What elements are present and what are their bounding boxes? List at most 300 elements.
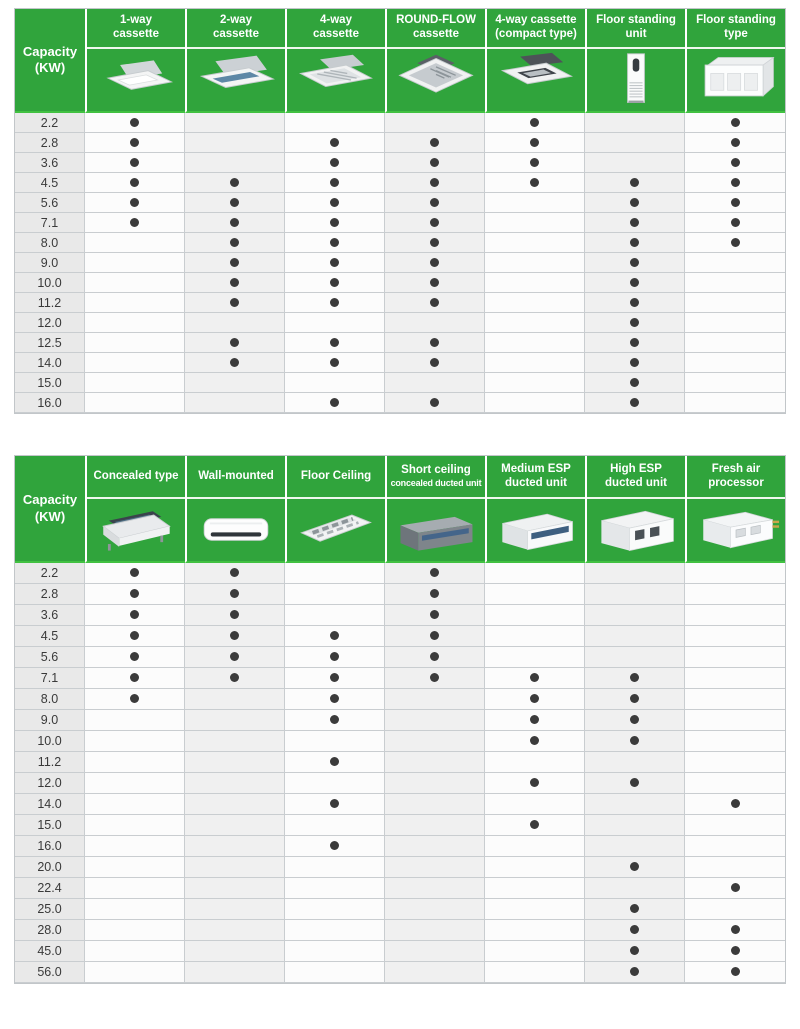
capacity-cell: 5.6 [15,193,85,213]
header-row [15,9,785,113]
availability-dot [130,118,139,127]
availability-cell [685,668,785,689]
availability-cell [185,626,285,647]
availability-cell [285,353,385,373]
availability-cell [485,173,585,193]
availability-dot [130,198,139,207]
availability-dot [430,673,439,682]
availability-cell [85,857,185,878]
availability-cell [85,794,185,815]
availability-cell [85,193,185,213]
availability-dot [630,715,639,724]
availability-cell [385,815,485,836]
availability-cell [685,253,785,273]
column-label-line: 4-way [320,14,352,27]
capacity-cell: 4.5 [15,626,85,647]
availability-cell [485,794,585,815]
capacity-cell: 2.8 [15,584,85,605]
availability-cell [185,836,285,857]
availability-dot [330,298,339,307]
availability-dot [630,258,639,267]
capacity-cell: 2.2 [15,563,85,584]
availability-cell [285,213,385,233]
availability-cell [285,857,385,878]
availability-cell [285,113,385,133]
column-label [587,456,685,499]
availability-cell [285,605,385,626]
availability-cell [585,689,685,710]
availability-dot [430,238,439,247]
table-row [15,920,785,941]
availability-cell [385,253,485,273]
availability-cell [485,731,585,752]
availability-dot [731,238,740,247]
availability-cell [85,133,185,153]
availability-dot [230,278,239,287]
column-label [87,9,185,49]
availability-dot [230,178,239,187]
column-header-floor-ceiling [285,456,385,563]
availability-cell [385,313,485,333]
availability-dot [330,652,339,661]
availability-cell [385,647,485,668]
availability-dot [530,778,539,787]
availability-cell [85,668,185,689]
availability-cell [485,605,585,626]
column-label-line: Wall-mounted [198,469,274,482]
wall-mounted-icon [187,499,285,561]
availability-cell [185,333,285,353]
availability-cell [485,393,585,413]
availability-cell [85,689,185,710]
availability-cell [585,815,685,836]
availability-cell [85,233,185,253]
capacity-cell: 11.2 [15,752,85,773]
availability-cell [185,857,285,878]
availability-cell [685,563,785,584]
availability-dot [630,378,639,387]
availability-cell [285,689,385,710]
table-row [15,710,785,731]
column-label-line: Floor Ceiling [300,469,372,482]
availability-cell [485,293,585,313]
availability-cell [85,647,185,668]
availability-dot [530,178,539,187]
availability-cell [285,393,385,413]
table-row [15,626,785,647]
availability-dot [130,652,139,661]
availability-dot [731,118,740,127]
column-header-medium-esp-ducted [485,456,585,563]
availability-cell [85,710,185,731]
column-label-line: Floor standing [696,14,776,27]
availability-cell [585,857,685,878]
availability-cell [485,563,585,584]
availability-cell [385,668,485,689]
column-label [387,456,485,499]
table-row [15,941,785,962]
column-label-line: Floor standing [596,14,676,27]
availability-dot [330,398,339,407]
availability-dot [430,631,439,640]
availability-cell [585,273,685,293]
availability-dot [330,799,339,808]
availability-cell [485,962,585,983]
table-header [15,456,785,563]
column-label [687,9,785,49]
availability-cell [585,773,685,794]
availability-cell [485,153,585,173]
availability-dot [630,925,639,934]
table-row [15,794,785,815]
availability-cell [685,353,785,373]
column-label-line: 1-way [120,14,152,27]
floor-standing-unit-icon [587,49,685,111]
availability-dot [630,778,639,787]
column-label-line: Short ceiling [401,464,471,477]
column-label-line: cassette [312,28,360,40]
availability-cell [85,293,185,313]
availability-cell [85,253,185,273]
availability-cell [685,153,785,173]
column-label-line: unit [625,28,647,40]
table-row [15,333,785,353]
availability-dot [330,631,339,640]
availability-cell [85,878,185,899]
availability-cell [485,373,585,393]
availability-cell [385,393,485,413]
availability-dot [530,138,539,147]
availability-cell [385,899,485,920]
availability-cell [185,668,285,689]
column-label [287,456,385,499]
availability-cell [485,941,585,962]
availability-cell [585,605,685,626]
availability-cell [285,563,385,584]
capacity-cell: 10.0 [15,273,85,293]
availability-dot [330,673,339,682]
availability-cell [685,193,785,213]
availability-cell [285,752,385,773]
availability-cell [585,293,685,313]
column-header-one-way-cassette [85,9,185,113]
capacity-cell: 16.0 [15,393,85,413]
availability-cell [285,173,385,193]
availability-cell [685,941,785,962]
availability-cell [685,794,785,815]
availability-cell [685,878,785,899]
availability-cell [185,689,285,710]
availability-cell [685,233,785,253]
availability-cell [585,710,685,731]
availability-dot [230,198,239,207]
availability-dot [130,178,139,187]
availability-cell [485,878,585,899]
availability-cell [85,752,185,773]
availability-cell [585,353,685,373]
availability-dot [230,568,239,577]
availability-dot [330,258,339,267]
availability-cell [285,293,385,313]
four-way-cassette-icon [287,49,385,111]
column-label-line: Medium ESP [501,462,571,475]
table-row [15,773,785,794]
availability-dot [330,338,339,347]
capacity-cell: 2.8 [15,133,85,153]
availability-dot [230,258,239,267]
availability-cell [585,794,685,815]
column-label-line: High ESP [610,462,662,475]
availability-cell [185,794,285,815]
availability-cell [385,605,485,626]
availability-cell [185,113,285,133]
availability-cell [285,153,385,173]
availability-cell [385,794,485,815]
availability-cell [285,899,385,920]
availability-dot [731,178,740,187]
availability-dot [330,238,339,247]
availability-dot [630,338,639,347]
availability-dot [130,568,139,577]
availability-cell [285,773,385,794]
availability-cell [285,668,385,689]
availability-cell [485,920,585,941]
availability-cell [85,962,185,983]
table-row [15,647,785,668]
capacity-cell: 28.0 [15,920,85,941]
table-row [15,815,785,836]
availability-cell [385,563,485,584]
availability-cell [385,153,485,173]
column-label-line: (compact type) [495,28,577,40]
availability-cell [485,626,585,647]
capacity-cell: 12.0 [15,773,85,794]
medium-esp-ducted-icon [487,499,585,561]
column-label-line: ROUND-FLOW [396,14,476,27]
column-label-line: Concealed type [93,469,179,482]
availability-cell [185,133,285,153]
capacity-cell: 8.0 [15,233,85,253]
availability-cell [185,353,285,373]
availability-cell [385,836,485,857]
availability-cell [85,153,185,173]
table-row [15,563,785,584]
capacity-cell: 14.0 [15,794,85,815]
column-header-concealed-type [85,456,185,563]
availability-dot [430,568,439,577]
availability-dot [230,338,239,347]
availability-dot [130,631,139,640]
availability-dot [330,198,339,207]
availability-cell [685,815,785,836]
availability-cell [685,920,785,941]
availability-dot [330,138,339,147]
availability-cell [585,836,685,857]
availability-cell [85,605,185,626]
availability-dot [230,610,239,619]
availability-dot [430,589,439,598]
availability-dot [130,138,139,147]
availability-cell [185,647,285,668]
availability-cell [385,293,485,313]
availability-cell [385,941,485,962]
availability-cell [85,920,185,941]
availability-dot [330,841,339,850]
availability-cell [685,899,785,920]
column-header-compact-four-way-cassette [485,9,585,113]
availability-dot [630,318,639,327]
availability-cell [285,836,385,857]
availability-cell [485,815,585,836]
availability-cell [685,273,785,293]
availability-cell [85,815,185,836]
table-row [15,731,785,752]
concealed-type-icon [87,499,185,561]
availability-dot [430,652,439,661]
availability-cell [185,193,285,213]
availability-cell [685,605,785,626]
availability-cell [385,353,485,373]
availability-cell [485,584,585,605]
table-row [15,193,785,213]
capacity-cell: 12.5 [15,333,85,353]
table-row [15,393,785,413]
availability-dot [630,178,639,187]
availability-cell [685,293,785,313]
table-header [15,9,785,113]
capacity-cell: 14.0 [15,353,85,373]
availability-dot [130,589,139,598]
availability-cell [285,878,385,899]
availability-cell [585,313,685,333]
availability-cell [285,133,385,153]
availability-dot [230,358,239,367]
capacity-cell: 10.0 [15,731,85,752]
table-row [15,313,785,333]
availability-cell [485,253,585,273]
availability-cell [485,899,585,920]
availability-cell [485,273,585,293]
availability-cell [285,233,385,253]
capacity-cell: 15.0 [15,815,85,836]
two-way-cassette-icon [187,49,285,111]
availability-cell [85,113,185,133]
availability-dot [731,138,740,147]
availability-dot [731,198,740,207]
column-label-line: cassette [412,28,460,40]
availability-cell [85,563,185,584]
availability-cell [385,233,485,253]
table-row [15,584,785,605]
availability-cell [685,313,785,333]
column-label-line: Fresh air [711,462,761,475]
availability-cell [85,393,185,413]
availability-cell [185,773,285,794]
availability-dot [731,218,740,227]
availability-cell [685,333,785,353]
column-label [687,456,785,499]
capacity-cell: 12.0 [15,313,85,333]
availability-cell [285,373,385,393]
availability-cell [485,333,585,353]
availability-cell [385,857,485,878]
availability-cell [685,752,785,773]
column-header-short-ceiling-concealed-ducted [385,456,485,563]
availability-dot [130,218,139,227]
availability-cell [585,253,685,273]
table-row [15,293,785,313]
capacity-cell: 22.4 [15,878,85,899]
availability-cell [485,710,585,731]
availability-dot [530,158,539,167]
availability-cell [385,731,485,752]
capacity-cell: 3.6 [15,153,85,173]
availability-dot [630,278,639,287]
availability-cell [585,193,685,213]
availability-cell [685,393,785,413]
availability-cell [585,133,685,153]
fresh-air-processor-icon [687,499,785,561]
column-label-line: 2-way [220,14,252,27]
capacity-header [15,9,85,113]
column-label-line: concealed ducted unit [390,478,482,488]
availability-cell [85,899,185,920]
availability-cell [285,253,385,273]
table-row [15,133,785,153]
column-label [487,9,585,49]
availability-dot [330,715,339,724]
availability-cell [285,815,385,836]
availability-dot [230,652,239,661]
availability-cell [285,273,385,293]
capacity-cell: 2.2 [15,113,85,133]
availability-dot [530,673,539,682]
availability-dot [430,158,439,167]
column-header-fresh-air-processor [685,456,785,563]
availability-cell [85,836,185,857]
availability-cell [585,941,685,962]
availability-cell [685,731,785,752]
availability-dot [130,673,139,682]
availability-cell [585,668,685,689]
availability-cell [185,213,285,233]
availability-cell [585,920,685,941]
column-label [587,9,685,49]
table-row [15,253,785,273]
availability-cell [185,253,285,273]
availability-cell [485,353,585,373]
capacity-cell: 11.2 [15,293,85,313]
availability-dot [430,198,439,207]
column-header-round-flow-cassette [385,9,485,113]
availability-cell [385,878,485,899]
availability-cell [685,857,785,878]
availability-dot [630,238,639,247]
availability-cell [485,836,585,857]
availability-cell [485,773,585,794]
column-header-four-way-cassette [285,9,385,113]
column-header-floor-standing-unit [585,9,685,113]
availability-cell [185,563,285,584]
availability-dot [430,258,439,267]
availability-cell [185,153,285,173]
availability-cell [85,731,185,752]
availability-cell [385,584,485,605]
capacity-header-line: Capacity [22,43,78,59]
availability-cell [285,313,385,333]
floor-ceiling-icon [287,499,385,561]
capacity-cell: 4.5 [15,173,85,193]
